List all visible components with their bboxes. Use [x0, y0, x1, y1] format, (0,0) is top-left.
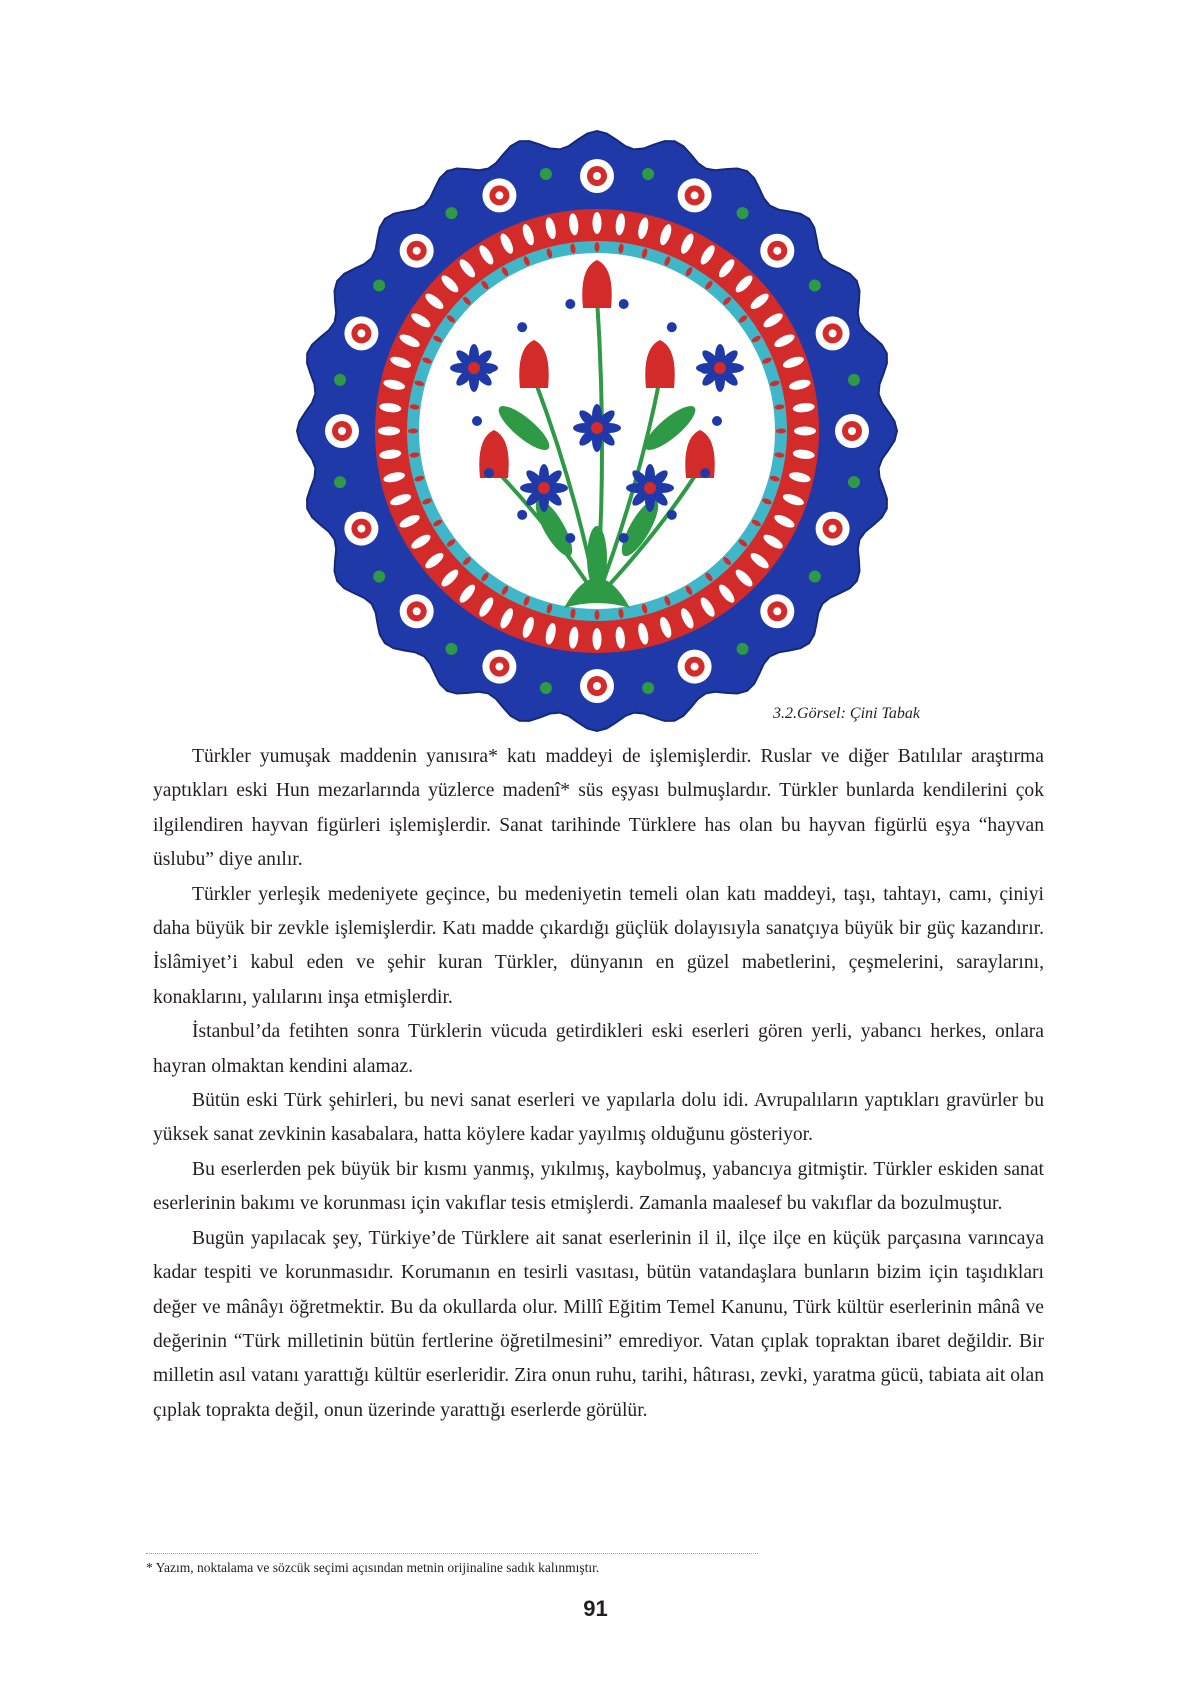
- body-text: [153, 740, 1044, 1428]
- paragraph-5: Bu eserlerden pek büyük bir kısmı yanmış, yıkılmış, kaybolmuş, yabancıya gitmiştir. Türkler eskiden sanat eserlerinin bakımı ve korunması için vakıflar tesis etmişlerdi. Zamanla maalesef bu vakıflar da bozulmuştur.: [153, 1158, 1044, 1215]
- paragraph-2: Türkler yerleşik medeniyete geçince, bu medeniyetin temeli olan katı maddeyi, taşı, tahtayı, camı, çiniyi daha büyük bir zevkle işlemişlerdir. Katı madde çıkardığı güçlük dolayısıyla sanatçıya büyük bir güç kazandırır. İslâmiyet’i kabul eden ve şehir kuran Türkler, dünyanın en güzel mabetlerini, çeşmelerini, saraylarını, konaklarını, yalılarını inşa etmişlerdir.: [153, 883, 1044, 1008]
- paragraph-3: İstanbul’da fetihten sonra Türklerin vücuda getirdikleri eski eserleri gören yerli, yabancı herkes, onlara hayran olmaktan kendini alamaz.: [153, 1021, 1044, 1077]
- footnote-divider: [146, 1553, 758, 1555]
- paragraph-1: Türkler yumuşak maddenin yanısıra* katı maddeyi de işlemişlerdir. Ruslar ve diğer Batılılar araştırma yaptıkları eski Hun mezarlarında yüzlerce madenî* süs eşyası bulmuşlardır. Türkler bunlarda kendilerini çok ilgilendiren hayvan figürleri işlemişlerdir. Sanat tarihinde Türklere has olan bu hayvan figürlü eşya “hayvan üslubu” diye anılır.: [153, 746, 1044, 871]
- paragraph-4: Bütün eski Türk şehirleri, bu nevi sanat eserleri ve yapılarla dolu idi. Avrupalıların yaptıkları gravürler bu yüksek sanat zevkinin kasabalara, hatta köylere kadar yayılmış olduğunu gösteriyor.: [153, 1090, 1044, 1146]
- figure-caption: 3.2.Görsel: Çini Tabak: [773, 705, 920, 722]
- cini-tabak-plate-image: [294, 128, 900, 734]
- paragraph-6: Bugün yapılacak şey, Türkiye’de Türklere ait sanat eserlerinin il il, ilçe ilçe en küçük parçasına varıncaya kadar tespiti ve korunmasıdır. Korumanın en tesirli vasıtası, bütün vatandaşlara bunların bizim için taşıdıkları değer ve mânâyı öğretmektir. Bu da okullarda olur. Millî Eğitim Temel Kanunu, Türk kültür eserlerinin mânâ ve değerinin “Türk milletinin bütün fertlerine öğretilmesini” emrediyor. Vatan çıplak topraktan ibaret değildir. Bir milletin asıl vatanı yarattığı kültür eserleridir. Zira onun ruhu, tarihi, hâtırası, zevki, yaratma gücü, tabiata ait olan çıplak toprakta değil, onun üzerinde yarattığı eserlerde görülür.: [153, 1227, 1044, 1421]
- page-number: 91: [583, 1596, 608, 1621]
- footnote: * Yazım, noktalama ve sözcük seçimi açısından metnin orijinaline sadık kalınmıştır.: [146, 1560, 600, 1575]
